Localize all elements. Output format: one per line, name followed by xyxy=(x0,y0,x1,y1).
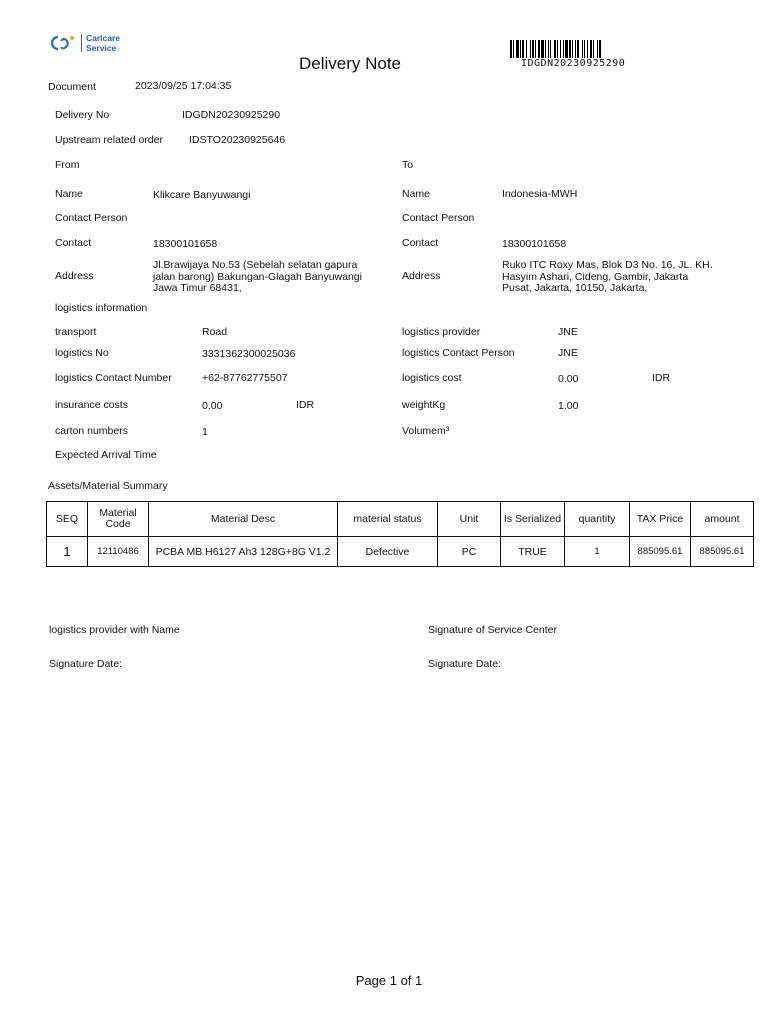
to-name-label: Name xyxy=(402,188,431,200)
delivery-no-label: Delivery No xyxy=(55,109,110,121)
document-date: 2023/09/25 17:04:35 xyxy=(135,80,232,92)
table-row xyxy=(47,537,754,567)
carlcare-logo xyxy=(48,33,128,55)
cell-unit: PC xyxy=(438,537,501,567)
to-contact-person-label: Contact Person xyxy=(402,212,475,224)
from-address-value: Jl.Brawijaya No.53 (Sebelah selatan gapura jalan barong) Bakungan-Glagah Banyuwangi Jawa Timur 68431, xyxy=(153,259,362,294)
carton-value: 1 xyxy=(202,426,208,438)
carlcare-logo-icon xyxy=(48,33,78,53)
upstream-label: Upstream related order xyxy=(55,134,163,146)
logistics-no-label: logistics No xyxy=(55,347,109,359)
col-amount: amount xyxy=(691,502,754,537)
to-name-value: Indonesia-MWH xyxy=(502,188,578,200)
page-title: Delivery Note xyxy=(298,54,402,73)
to-address-label: Address xyxy=(402,270,441,282)
logistics-provider-label: logistics provider xyxy=(402,326,481,338)
logistics-contact-number-label: logistics Contact Number xyxy=(55,372,172,384)
insurance-label: insurance costs xyxy=(55,399,128,411)
upstream-value: IDSTO20230925646 xyxy=(189,134,286,146)
insurance-value: 0.00 xyxy=(202,400,223,412)
logistics-contact-person-value: JNE xyxy=(558,347,578,359)
logistics-cost-label: logistics cost xyxy=(402,372,462,384)
carton-label: carton numbers xyxy=(55,425,128,437)
logistics-no-value: 3331362300025036 xyxy=(202,348,296,360)
volume-label: Volumem³ xyxy=(402,425,450,437)
to-header: To xyxy=(402,159,414,171)
signature-date-left: Signature Date: xyxy=(49,658,122,670)
from-header: From xyxy=(55,159,80,171)
material-summary-table xyxy=(46,501,754,567)
to-address-value: Ruko ITC Roxy Mas, Blok D3 No. 16, JL. KH. Hasyim Ashari, Cideng, Gambir, Jakarta Pusat, Jakarta, 10150, Jakarta, xyxy=(502,259,713,294)
col-material-code: Material Code xyxy=(88,502,149,537)
col-material-status: material status xyxy=(338,502,438,537)
weight-label: weightKg xyxy=(402,399,446,411)
from-contact-value: 18300101658 xyxy=(153,238,218,250)
logo-sub: Service xyxy=(86,43,117,53)
cell-quantity: 1 xyxy=(565,537,630,567)
logo-divider xyxy=(81,34,82,52)
col-tax-price: TAX Price xyxy=(630,502,691,537)
service-center-signature-label: Signature of Service Center xyxy=(428,624,557,636)
col-seq: SEQ xyxy=(47,502,88,537)
from-name-value: Klikcare Banyuwangi xyxy=(153,189,251,201)
from-address-label: Address xyxy=(55,270,94,282)
col-unit: Unit xyxy=(438,502,501,537)
provider-signature-label: logistics provider with Name xyxy=(49,624,180,636)
transport-value: Road xyxy=(202,326,228,338)
delivery-no-value: IDGDN20230925290 xyxy=(182,109,281,121)
cell-amount: 885095.61 xyxy=(691,537,754,567)
logistics-header: logistics information xyxy=(55,302,148,314)
from-contact-person-label: Contact Person xyxy=(55,212,128,224)
cell-seq: 1 xyxy=(47,537,88,567)
insurance-currency: IDR xyxy=(296,399,315,411)
logistics-contact-number-value: +62-87762775507 xyxy=(202,372,288,384)
cell-material-desc: PCBA MB H6127 Ah3 128G+8G V1.2 xyxy=(149,537,338,567)
col-is-serialized: Is Serialized xyxy=(501,502,565,537)
logo-text xyxy=(86,33,120,53)
transport-label: transport xyxy=(55,326,97,338)
table-header-row xyxy=(47,502,754,537)
page-number: Page 1 of 1 xyxy=(355,973,423,988)
logo-name: Carlcare xyxy=(86,33,121,43)
logistics-contact-person-label: logistics Contact Person xyxy=(402,347,515,359)
cell-is-serialized: TRUE xyxy=(501,537,565,567)
col-quantity: quantity xyxy=(565,502,630,537)
cell-material-status: Defective xyxy=(338,537,438,567)
cell-material-code: 12110486 xyxy=(88,537,149,567)
document-label: Document xyxy=(48,81,96,93)
barcode-text: IDGDN20230925290 xyxy=(521,58,626,69)
col-material-desc: Material Desc xyxy=(149,502,338,537)
from-contact-label: Contact xyxy=(55,237,92,249)
logistics-cost-value: 0.00 xyxy=(558,373,579,385)
to-contact-label: Contact xyxy=(402,237,439,249)
to-contact-value: 18300101658 xyxy=(502,238,567,250)
from-name-label: Name xyxy=(55,188,84,200)
cell-tax-price: 885095.61 xyxy=(630,537,691,567)
signature-date-right: Signature Date: xyxy=(428,658,501,670)
arrival-label: Expected Arrival Time xyxy=(55,449,157,461)
summary-title: Assets/Material Summary xyxy=(48,480,168,492)
weight-value: 1.00 xyxy=(558,400,579,412)
logistics-provider-value: JNE xyxy=(558,326,578,338)
logistics-cost-currency: IDR xyxy=(652,372,671,384)
